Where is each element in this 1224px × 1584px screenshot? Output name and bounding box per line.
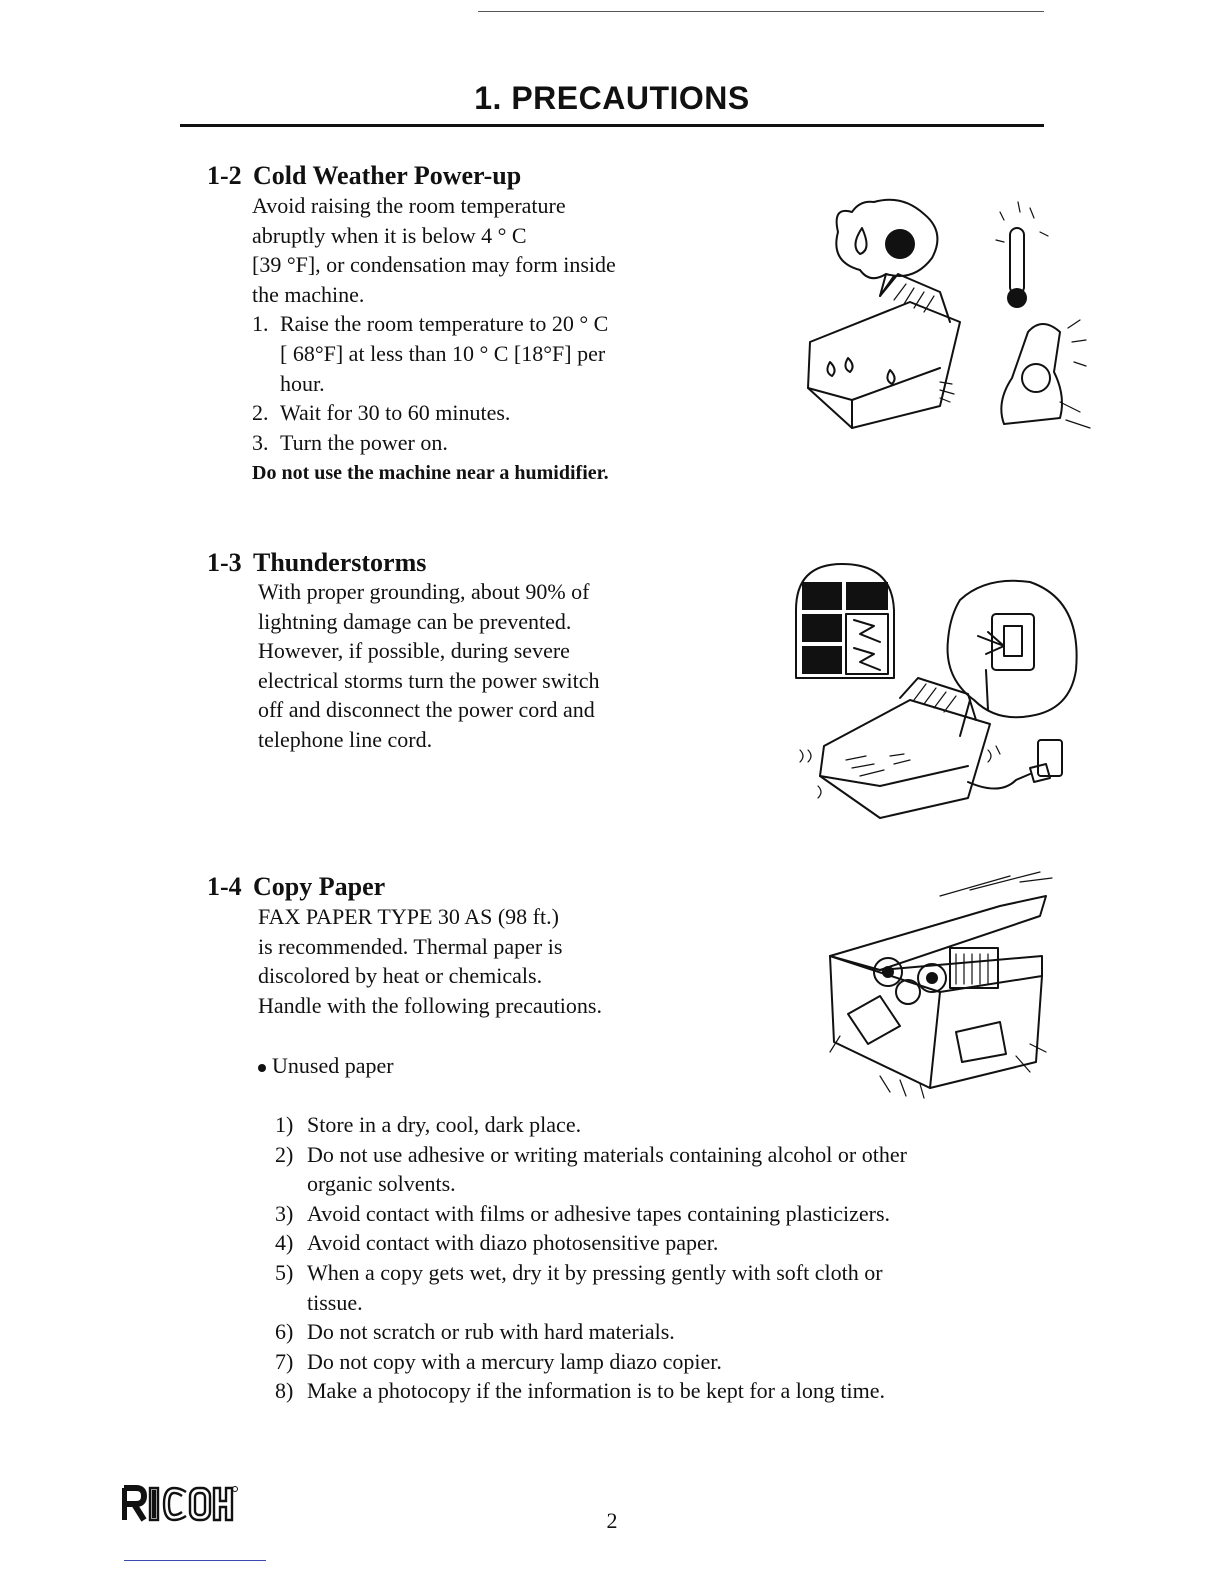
chapter-title: 1. PRECAUTIONS — [474, 80, 750, 116]
paragraph-line: electrical storms turn the power switch — [258, 667, 600, 693]
section-heading-copy-paper — [207, 872, 385, 902]
section-number: 1-2 — [207, 161, 242, 190]
paragraph-line: Avoid raising the room temperature — [252, 193, 566, 218]
list-item: 4) Avoid contact with diazo photosensitive paper. — [275, 1230, 719, 1256]
section-number: 1-4 — [207, 872, 242, 901]
step-number: 3. — [252, 429, 269, 455]
section-body-copy-paper — [258, 902, 602, 1020]
title-rule — [180, 124, 1044, 127]
step-text: Turn the power on. — [280, 429, 448, 455]
step-2 — [252, 398, 616, 428]
list-item-continued: organic solvents. — [307, 1171, 456, 1197]
paragraph-line: lightning damage can be prevented. — [258, 608, 572, 634]
step-number: 2. — [252, 400, 269, 426]
step-1 — [252, 309, 616, 339]
list-item: 1) Store in a dry, cool, dark place. — [275, 1112, 582, 1137]
paragraph-line: With proper grounding, about 90% of — [258, 579, 590, 604]
step-1-continued: hour. — [280, 370, 325, 396]
ricoh-logo — [122, 1484, 238, 1524]
page-number: 2 — [606, 1508, 618, 1533]
paragraph-line: is recommended. Thermal paper is — [258, 933, 563, 959]
bullet-icon — [258, 1064, 266, 1072]
list-item: 7) Do not copy with a mercury lamp diazo copier. — [275, 1348, 722, 1374]
paragraph-line: Handle with the following precautions. — [258, 992, 602, 1018]
step-3 — [252, 428, 616, 458]
paragraph-line: [39 °F], or condensation may form inside — [252, 252, 616, 278]
bullet-label: Unused paper — [272, 1053, 394, 1078]
list-item: 2) Do not use adhesive or writing materials containing alcohol or other — [275, 1141, 907, 1167]
paragraph-line: off and disconnect the power cord and — [258, 697, 595, 723]
paragraph-line: abruptly when it is below 4 ° C — [252, 222, 527, 248]
section-heading-cold-weather — [207, 161, 521, 191]
warning-text: Do not use the machine near a humidifier. — [252, 462, 609, 485]
list-item-continued: tissue. — [307, 1289, 363, 1315]
top-rule — [478, 11, 1044, 12]
step-text: Raise the room temperature to 20 ° C — [280, 311, 609, 337]
step-1-continued: [ 68°F] at less than 10 ° C [18°F] per — [280, 340, 606, 366]
paragraph-line: However, if possible, during severe — [258, 638, 570, 664]
section-title: Cold Weather Power-up — [253, 161, 522, 190]
bullet-unused-paper — [258, 1051, 394, 1081]
list-item: 3) Avoid contact with films or adhesive tapes containing plasticizers. — [275, 1200, 891, 1226]
section-title: Copy Paper — [253, 872, 386, 901]
cold-weather-illustration — [790, 192, 1110, 452]
paragraph-line: telephone line cord. — [258, 726, 433, 752]
section-heading-thunderstorms — [207, 548, 426, 578]
list-item: 8) Make a photocopy if the information is to be kept for a long time. — [275, 1378, 885, 1404]
copy-paper-illustration — [820, 866, 1060, 1100]
paragraph-line: the machine. — [252, 281, 365, 307]
section-body-cold-weather — [252, 191, 616, 489]
section-number: 1-3 — [207, 548, 242, 577]
copy-paper-precautions-list — [275, 1110, 907, 1406]
paragraph-line: discolored by heat or chemicals. — [258, 963, 543, 989]
paragraph-line: FAX PAPER TYPE 30 AS (98 ft.) — [258, 904, 559, 929]
list-item: 6) Do not scratch or rub with hard materials. — [275, 1319, 675, 1345]
step-text: Wait for 30 to 60 minutes. — [280, 400, 511, 426]
bottom-rule — [124, 1560, 266, 1561]
thunderstorm-illustration — [790, 560, 1080, 822]
section-body-thunderstorms — [258, 577, 600, 755]
section-title: Thunderstorms — [253, 548, 427, 577]
list-item: 5) When a copy gets wet, dry it by pressing gently with soft cloth or — [275, 1259, 883, 1285]
step-number: 1. — [252, 311, 269, 337]
